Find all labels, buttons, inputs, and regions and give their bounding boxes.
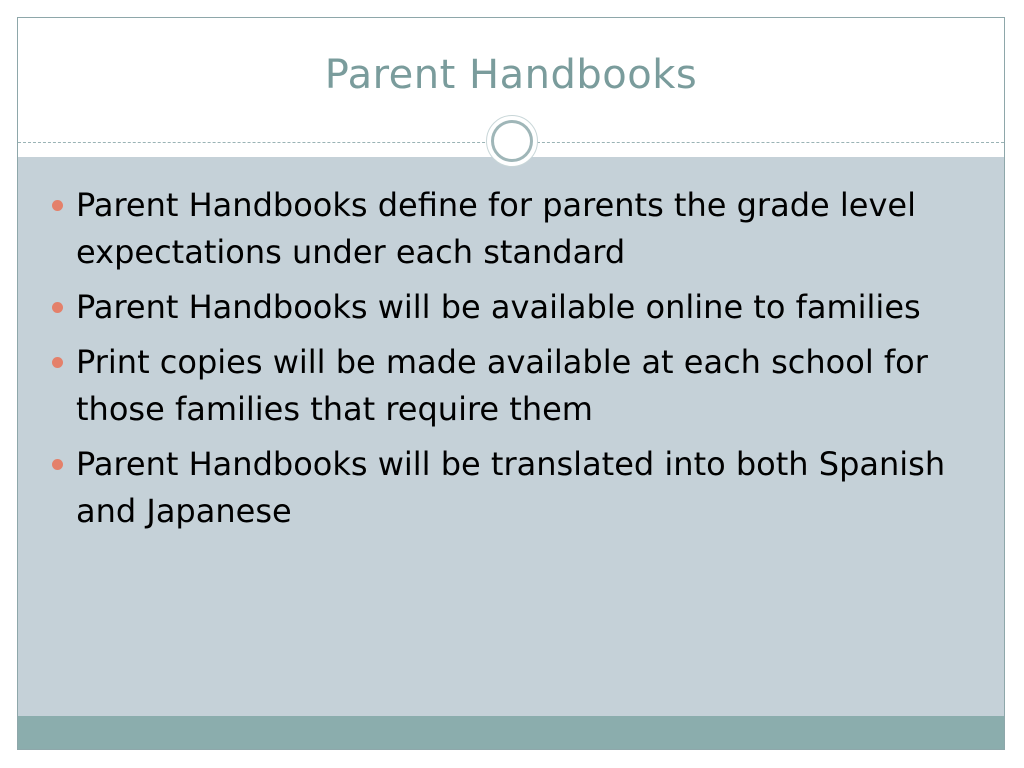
- bullet-item: [48, 339, 988, 433]
- bullet-text: Parent Handbooks will be available online to families: [76, 288, 921, 326]
- bullet-text: Parent Handbooks will be translated into both Spanish and Japanese: [76, 445, 946, 530]
- footer-band: [18, 716, 1004, 750]
- bullet-item: [48, 182, 988, 276]
- bullet-dot-icon: [52, 302, 63, 313]
- bullet-text: Parent Handbooks define for parents the grade level expectations under each standard: [76, 186, 916, 271]
- slide: [17, 17, 1005, 750]
- bullet-item: [48, 284, 988, 331]
- bullet-dot-icon: [52, 200, 63, 211]
- slide-title: Parent Handbooks: [324, 52, 698, 98]
- bullet-dot-icon: [52, 459, 63, 470]
- bullet-text: Print copies will be made available at each school for those families that require them: [76, 343, 928, 428]
- bullet-item: [48, 441, 988, 535]
- bullet-list: [48, 182, 988, 543]
- decorative-ring-icon: [491, 120, 533, 162]
- bullet-dot-icon: [52, 357, 63, 368]
